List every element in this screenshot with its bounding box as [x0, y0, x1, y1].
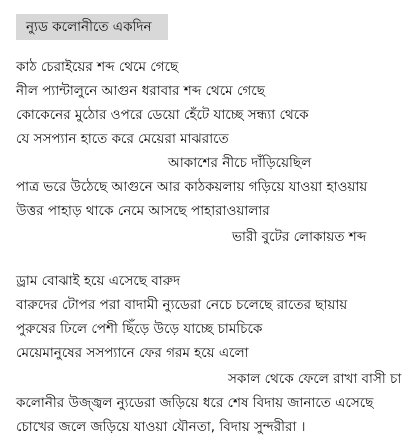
poem-line: কলোনীর উজ্জ্বল ন্যুডেরা জড়িয়ে ধরে শেষ বিদায় জানাতে এসেছে [16, 395, 374, 411]
poem-line: কাঠ চেরাইয়ের শব্দ থেমে গেছে [16, 59, 179, 75]
poem-line: পুরুষের ঢিলে পেশী ছিঁড়ে উড়ে যাচ্ছে চামচিকে [16, 321, 263, 337]
poem-line: বারুদের টোপর পরা বাদামী ন্যুডেরা নেচে চলেছে রাতের ছায়ায় [16, 297, 348, 313]
poem-line: আকাশের নীচে দাঁড়িয়েছিল [168, 155, 312, 171]
poem-line: চোখের জলে জড়িয়ে যাওয়া যৌনতা, বিদায় সুন্দরীরা । [16, 419, 306, 435]
poem-line: মেয়েমানুষের সসপ্যানে ফের গরম হয়ে এলো [16, 345, 249, 361]
poem-line: ভারী বুটের লোকায়ত শব্দ [232, 229, 367, 245]
poem-line: কোকেনের মুঠোর ওপরে ডেয়ো হেঁটে যাচ্ছে সন্ধ্যা থেকে [16, 107, 309, 123]
poem-title: ন্যুড কলোনীতে একদিন [16, 14, 168, 40]
poem-line: নীল প্যান্টালুনে আগুন ধরাবার শব্দ থেমে গেছে [16, 83, 265, 99]
poem-line: ড্রাম বোঝাই হয়ে এসেছে বারুদ [16, 273, 181, 289]
poem-line: সকাল থেকে ফেলে রাখা বাসী চা [228, 371, 402, 387]
poem-line: উত্তর পাহাড় থাকে নেমে আসছে পাহারাওয়ালার [16, 203, 270, 219]
poem-line: পাত্র ভরে উঠেছে আগুনে আর কাঠকয়লায় গড়িয়ে যাওয়া হাওয়ায় [16, 179, 368, 195]
poem-line: যে সসপ্যান হাতে করে মেয়েরা মাঝরাতে [16, 131, 229, 147]
